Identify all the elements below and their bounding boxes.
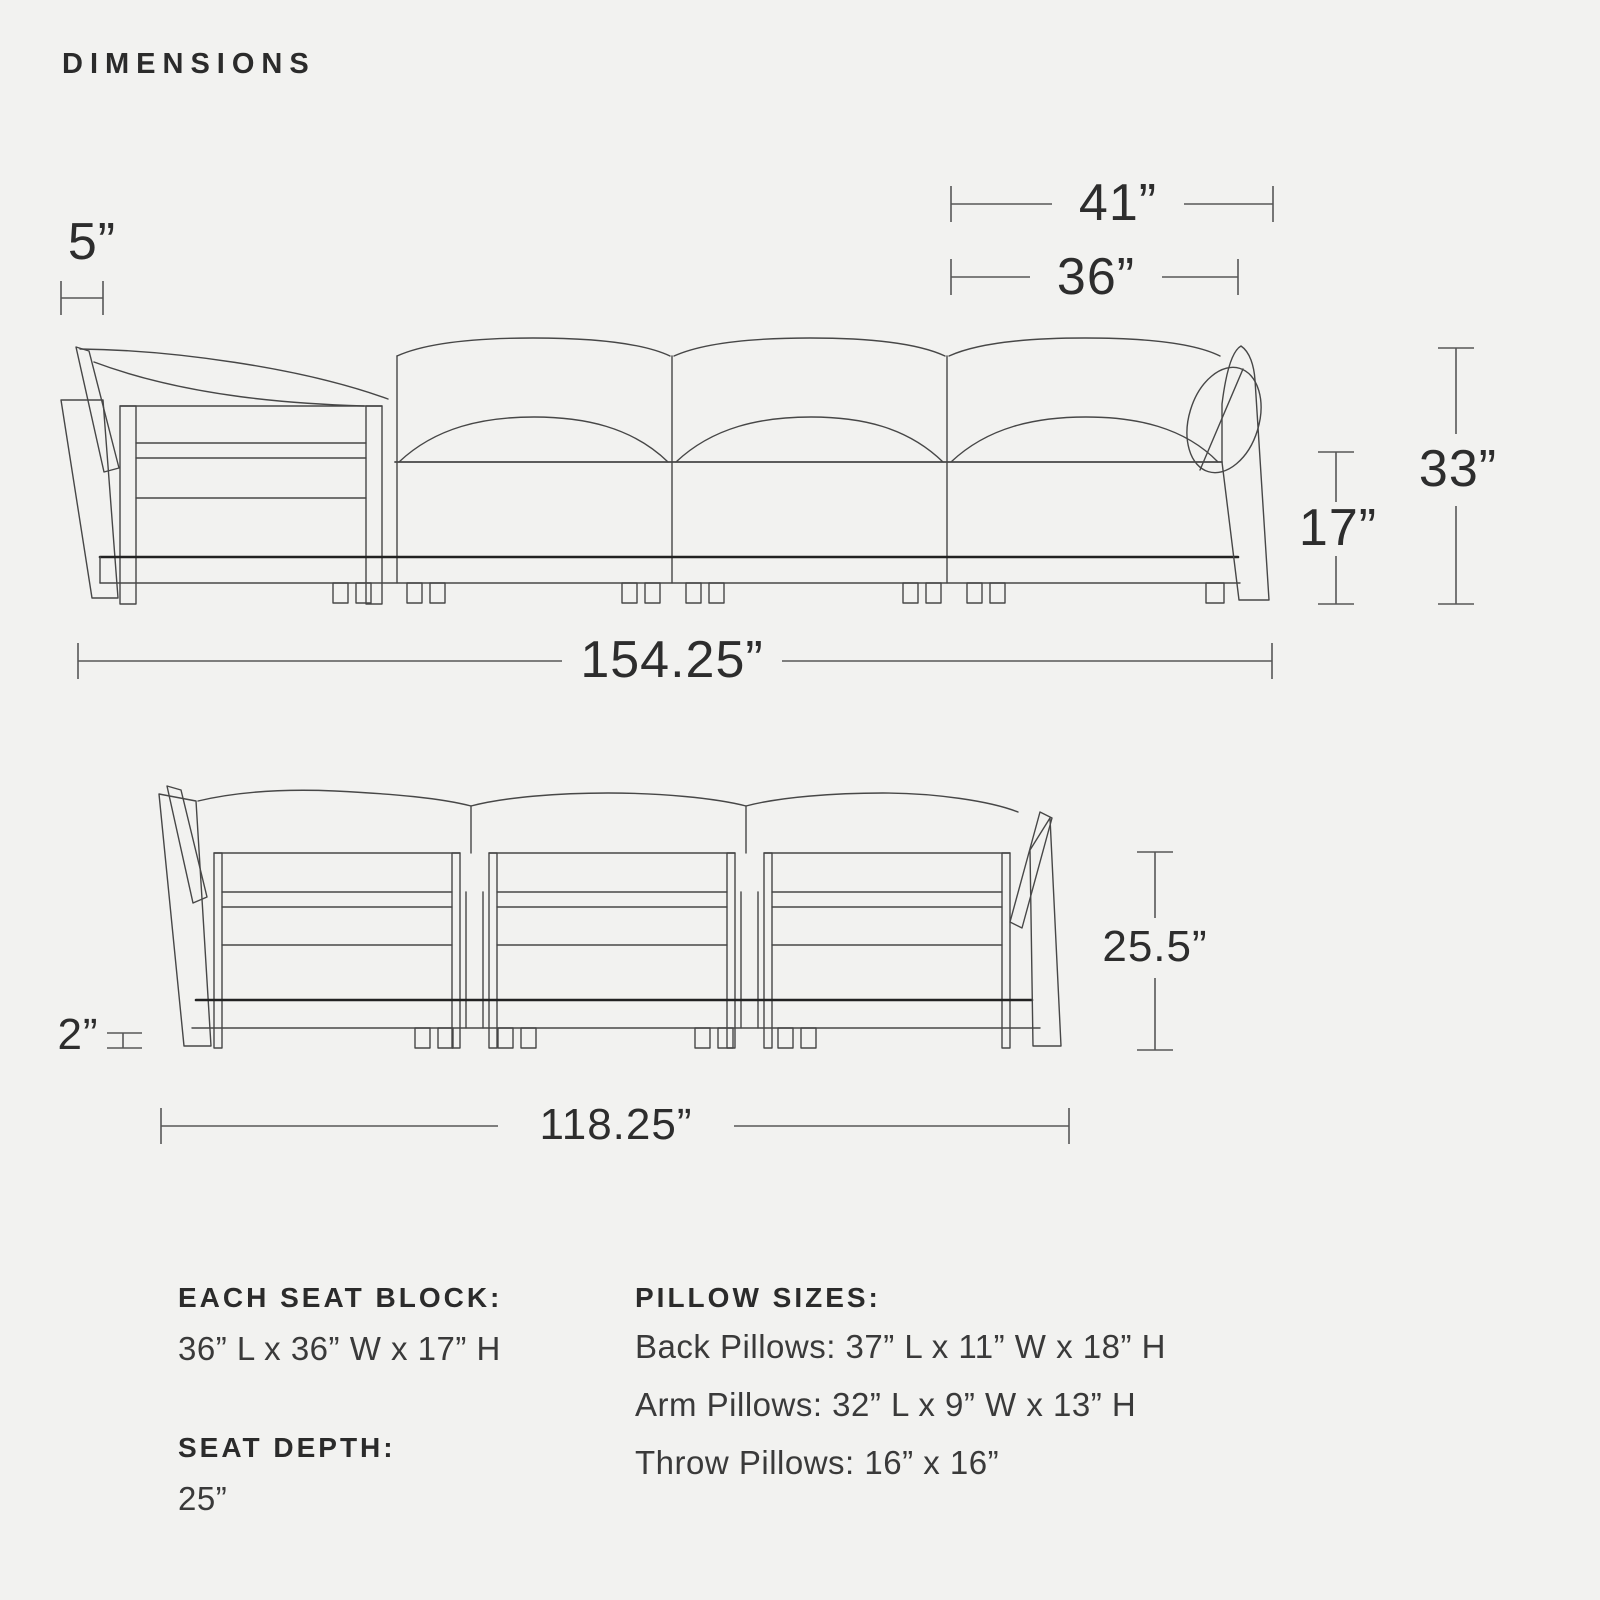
front-legs [333,583,1224,603]
dim-label-leg-height: 2” [57,1010,99,1059]
dim-label-overall-width-back: 118.25” [539,1100,693,1149]
pillow-sizes-heading: PILLOW SIZES: [635,1282,881,1313]
sofa-front-view-drawing [61,338,1273,604]
back-pillows-value: Back Pillows: 37” L x 11” W x 18” H [635,1328,1166,1365]
throw-pillows-value: Throw Pillows: 16” x 16” [635,1444,1000,1481]
seat-depth-value: 25” [178,1480,228,1517]
dim-label-back-cushion-width: 41” [1078,174,1158,232]
back-right-arm [1030,818,1061,1046]
dim-label-back-height: 25.5” [1102,922,1208,971]
back-left-arm [159,794,211,1046]
arm-pillows-value: Arm Pillows: 32” L x 9” W x 13” H [635,1386,1137,1423]
back-legs [415,1028,816,1048]
dim-line-leg-height [107,1033,142,1048]
page-title: DIMENSIONS [62,48,316,80]
dim-line-arm-width [61,281,103,315]
dim-label-overall-width-front: 154.25” [580,631,764,689]
front-right-arm [1222,346,1269,600]
seat-block-value: 36” L x 36” W x 17” H [178,1330,501,1367]
sofa-back-view-drawing [159,786,1061,1048]
dim-label-arm-width: 5” [67,213,117,271]
front-bolster-pillow [1175,358,1274,482]
dim-label-overall-height: 33” [1418,440,1498,498]
seat-block-heading: EACH SEAT BLOCK: [178,1282,503,1313]
back-frame-block-1 [214,853,460,1048]
dim-label-seat-height: 17” [1298,499,1378,557]
back-frame-block-2 [489,853,735,1048]
front-corner-frame [120,406,382,604]
dim-label-seat-width: 36” [1056,248,1136,306]
seat-depth-heading: SEAT DEPTH: [178,1432,396,1463]
back-frame-block-3 [764,853,1010,1048]
front-left-arm-pillow [76,347,119,472]
